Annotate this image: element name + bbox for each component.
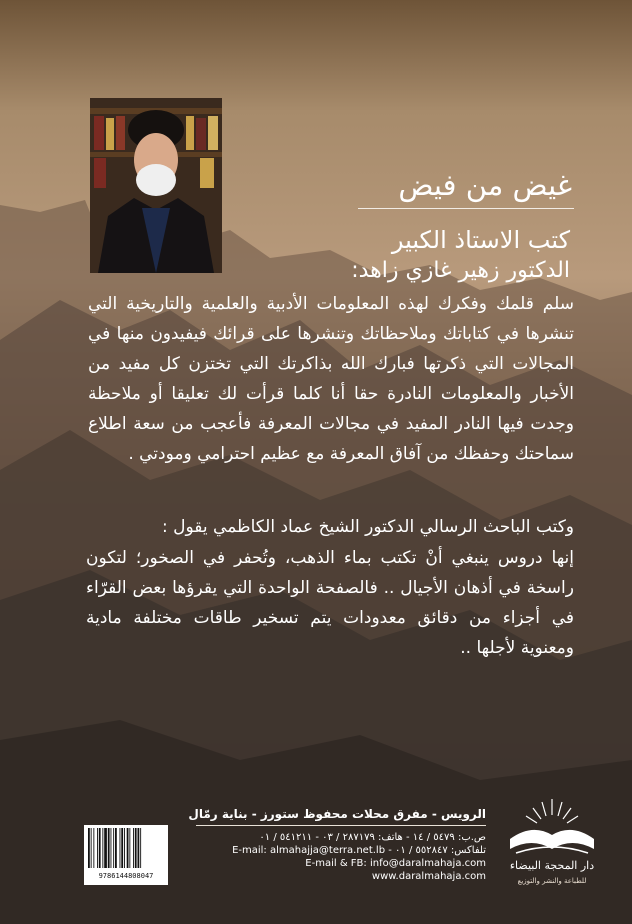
publisher-fax-email: تلفاكس: ٥٥٢٨٤٧ / ٠١ - E-mail: almahajja@terra.net.lb (232, 845, 486, 856)
barcode-bar (93, 828, 94, 868)
publisher-logo (496, 795, 608, 897)
barcode-bar (108, 828, 110, 868)
publisher-name: دار المحجة البيضاء (509, 859, 595, 872)
endorsement-author-2: وكتب الباحث الرسالي الدكتور الشيخ عماد الكاظمي يقول : (162, 517, 574, 537)
endorsement-author-line2: الدكتور زهير غازي زاهد: (351, 258, 570, 283)
publisher-phones: ص.ب: ٥٤٧٩ / ١٤ - هاتف: ٢٨٧١٧٩ / ٠٣ - ٥٤١٢١١ / ٠١ (259, 832, 486, 843)
endorsement-author-line1: كتب الاستاذ الكبير (391, 226, 570, 254)
barcode-bar (129, 828, 130, 868)
barcode-bar (115, 828, 117, 868)
isbn-number: 9786144808047 (98, 872, 154, 880)
open-book-logo-icon (496, 795, 608, 865)
barcode-bar (102, 828, 103, 868)
barcode-bar (104, 828, 107, 868)
barcode-bar (113, 828, 114, 868)
endorsement-quote-1: سلم قلمك وفكرك لهذه المعلومات الأدبية والعلمية والتاريخية التي تنشرها في كتاباتك وملاحظاتك وتنشرها على قرائك فيفيدون منها في المجالات التي ذكرتها فبارك الله بذاكرتك التي تختزن كل مفيد من الأخبار والمعلومات النادرة حقا أنا كلما قرأت لك تعليقا أو ملاحظة وجدت فيها النادر المفيد في مجالات المعرفة فأعجب من سعة اطلاع سماحتك وحفظك من آفاق المعرفة مع عظيم احترامي ومودتي . (88, 294, 574, 464)
barcode-bar (99, 828, 101, 868)
barcode-bar (111, 828, 112, 868)
title-underline (358, 208, 574, 209)
publisher-contact-block (188, 807, 486, 883)
barcode-bar (140, 828, 141, 868)
barcode-bar (120, 828, 121, 868)
isbn-barcode (84, 825, 168, 885)
publisher-email-fb: E-mail & FB: info@daralmahaja.com (305, 858, 486, 869)
publisher-tagline: للطباعة والنشر والتوزيع (517, 877, 587, 885)
publisher-address: الرويس - مفرق محلات محفوظ ستورز - بناية رمّال (196, 807, 486, 826)
author-photo (90, 98, 222, 273)
barcode-bar (91, 828, 92, 868)
publisher-website: www.daralmahaja.com (371, 871, 486, 882)
endorsement-quote-2: إنها دروس ينبغي أنْ تكتب بماء الذهب، وتُحفر في الصخور؛ لتكون راسخة في أذهان الأجيال .. فالصفحة الواحدة التي يقرؤها بعض القرّاء في أجزاء من دقائق معدودات يتم تسخير طاقات مختلفة مادية ومعنوية لأجلها .. (86, 548, 574, 658)
barcode-bar (124, 828, 125, 868)
barcode-bar (88, 828, 90, 868)
barcode-bar (121, 828, 123, 868)
barcode-bars (87, 828, 165, 870)
book-title: غيض من فيض (398, 168, 572, 202)
barcode-bar (138, 828, 140, 868)
barcode-bar (97, 828, 98, 868)
barcode-bar (133, 828, 134, 868)
barcode-bar (135, 828, 137, 868)
author-portrait-illustration (90, 98, 222, 273)
barcode-bar (127, 828, 129, 868)
